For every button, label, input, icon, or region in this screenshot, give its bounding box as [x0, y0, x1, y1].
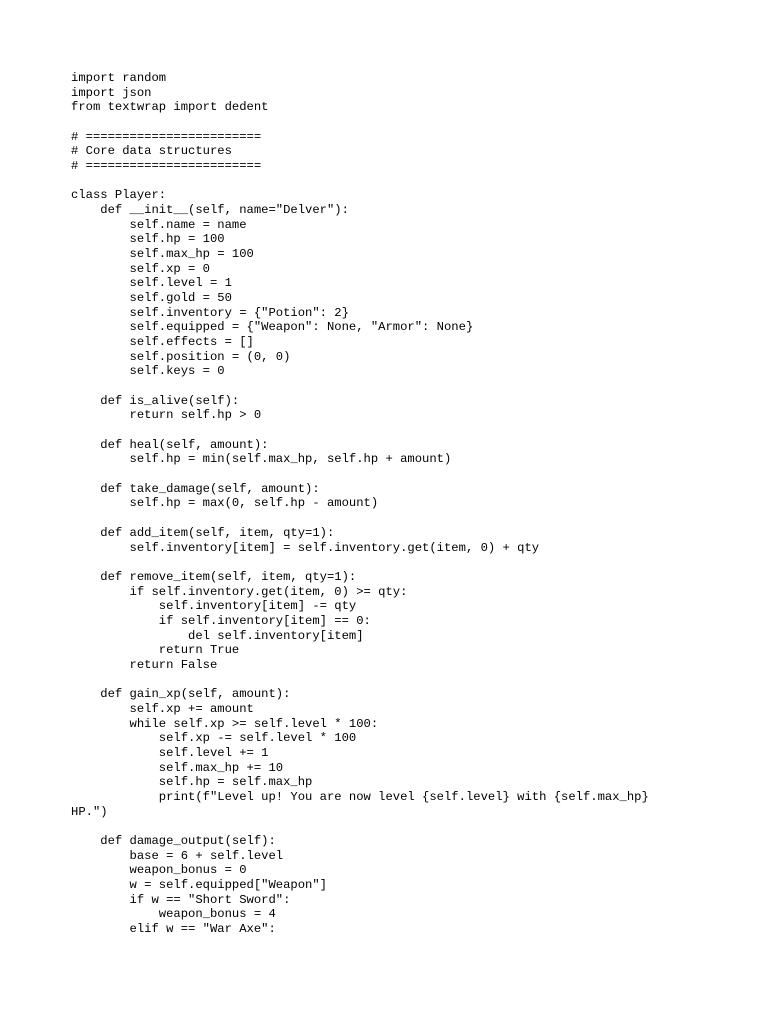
code-line: print(f"Level up! You are now level {self.level} with {self.max_hp} — [71, 789, 649, 804]
code-line: # Core data structures — [71, 144, 232, 159]
code-line: def remove_item(self, item, qty=1): — [71, 569, 357, 584]
code-line: def __init__(self, name="Delver"): — [71, 203, 349, 218]
code-line: self.max_hp += 10 — [71, 760, 284, 775]
code-line: self.level += 1 — [71, 745, 269, 760]
code-line: # ======================== — [71, 129, 262, 144]
code-line — [71, 819, 649, 834]
code-line: self.inventory[item] -= qty — [71, 599, 357, 614]
code-line: self.gold = 50 — [71, 291, 232, 306]
code-line — [71, 511, 649, 526]
code-line: self.hp = self.max_hp — [71, 775, 313, 790]
code-line: class Player: — [71, 188, 167, 203]
code-line: def add_item(self, item, qty=1): — [71, 525, 335, 540]
code-line: self.inventory = {"Potion": 2} — [71, 305, 349, 320]
code-line: def damage_output(self): — [71, 833, 276, 848]
code-line: return self.hp > 0 — [71, 408, 262, 423]
code-line: self.max_hp = 100 — [71, 247, 254, 262]
code-line: from textwrap import dedent — [71, 100, 269, 115]
code-line: import random — [71, 71, 167, 85]
code-line: def gain_xp(self, amount): — [71, 687, 291, 702]
code-line: return True — [71, 643, 240, 658]
code-line: self.hp = min(self.max_hp, self.hp + amount) — [71, 452, 452, 467]
code-line — [71, 115, 649, 130]
code-line: self.level = 1 — [71, 276, 232, 291]
code-line: self.xp += amount — [71, 701, 254, 716]
code-line: self.effects = [] — [71, 335, 254, 350]
code-line: if self.inventory[item] == 0: — [71, 613, 371, 628]
code-line: self.equipped = {"Weapon": None, "Armor": None} — [71, 320, 474, 335]
code-line: elif w == "War Axe": — [71, 921, 276, 936]
code-line: def heal(self, amount): — [71, 437, 269, 452]
code-line: # ======================== — [71, 159, 262, 174]
code-line: self.name = name — [71, 217, 247, 232]
code-line — [71, 423, 649, 438]
code-line — [71, 555, 649, 570]
code-line: self.inventory[item] = self.inventory.get(item, 0) + qty — [71, 540, 540, 555]
code-line: import json — [71, 85, 152, 100]
code-line: del self.inventory[item] — [71, 628, 364, 643]
code-line: self.position = (0, 0) — [71, 349, 291, 364]
code-line: HP.") — [71, 804, 108, 819]
code-line: def is_alive(self): — [71, 393, 240, 408]
code-line: base = 6 + self.level — [71, 848, 284, 863]
code-line: w = self.equipped["Weapon"] — [71, 877, 327, 892]
code-line: while self.xp >= self.level * 100: — [71, 716, 379, 731]
code-line: weapon_bonus = 0 — [71, 863, 247, 878]
code-line — [71, 673, 649, 688]
code-line: return False — [71, 657, 218, 672]
code-line — [71, 174, 649, 189]
code-block — [71, 71, 649, 937]
code-line: self.xp -= self.level * 100 — [71, 731, 357, 746]
code-line: self.hp = 100 — [71, 232, 225, 247]
code-line — [71, 467, 649, 482]
code-line: self.keys = 0 — [71, 364, 225, 379]
code-line: weapon_bonus = 4 — [71, 907, 276, 922]
code-line: def take_damage(self, amount): — [71, 481, 320, 496]
code-line: self.hp = max(0, self.hp - amount) — [71, 496, 379, 511]
code-line: if w == "Short Sword": — [71, 892, 291, 907]
code-line: self.xp = 0 — [71, 261, 210, 276]
code-line: if self.inventory.get(item, 0) >= qty: — [71, 584, 408, 599]
code-line — [71, 379, 649, 394]
